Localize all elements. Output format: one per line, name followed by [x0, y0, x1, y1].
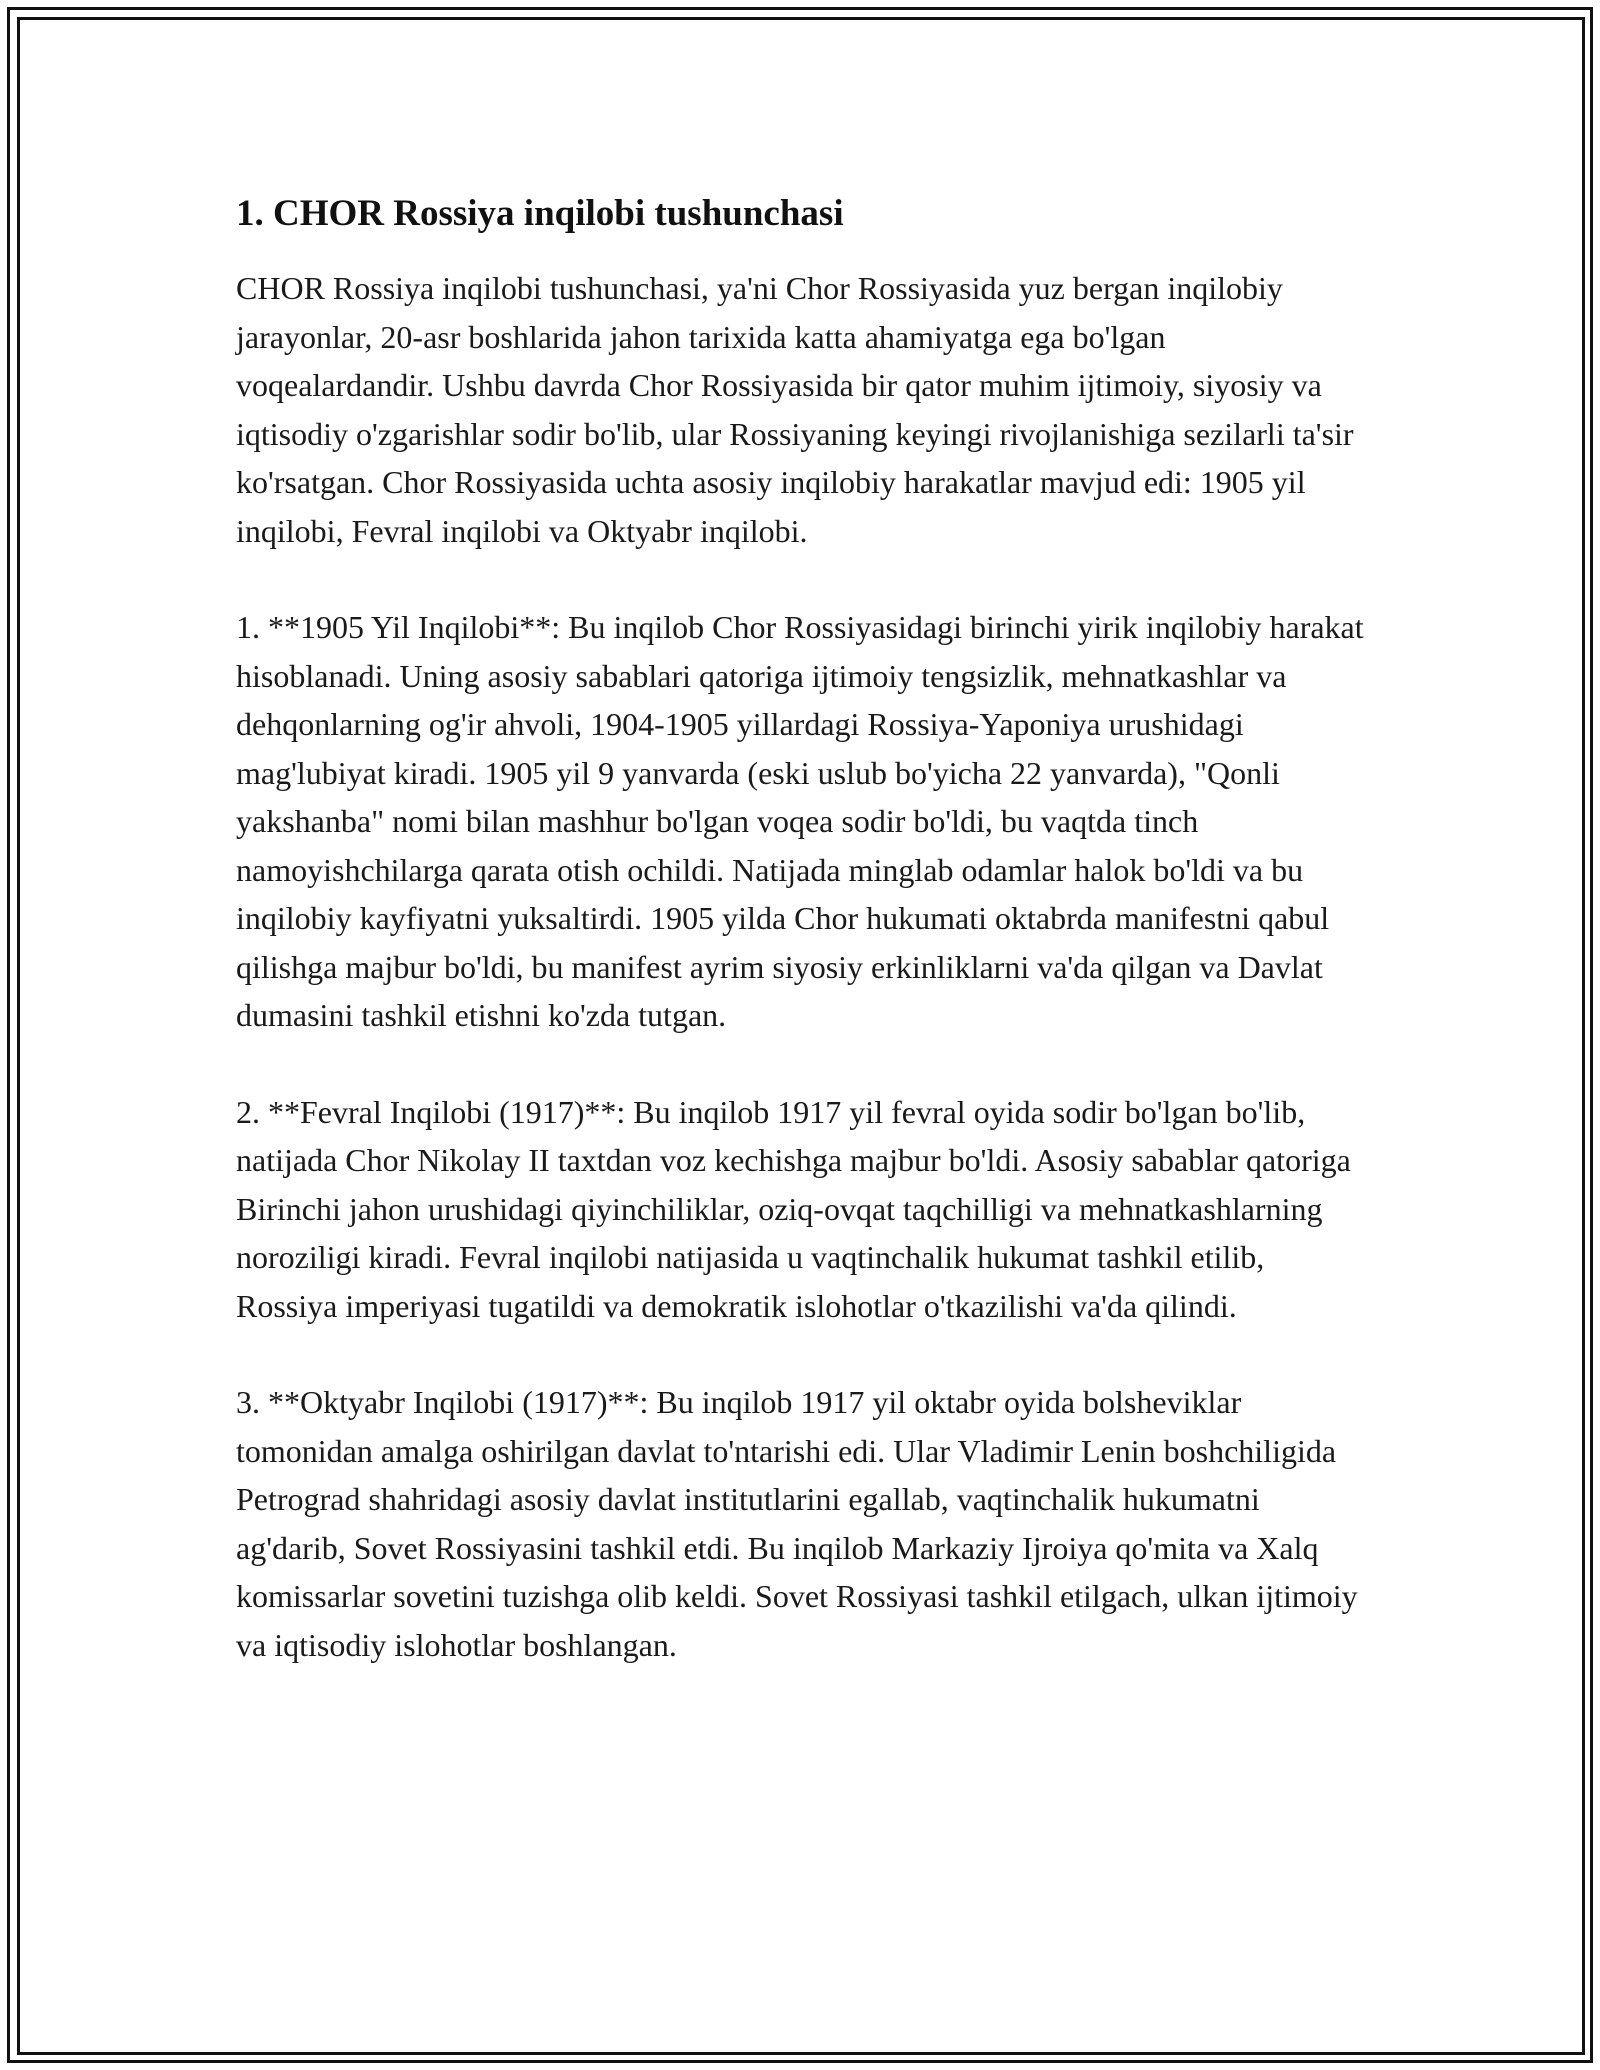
intro-paragraph: CHOR Rossiya inqilobi tushunchasi, ya'ni Chor Rossiyasida yuz bergan inqilobiy jarayonlar, 20-asr boshlarida jahon tarixida katta ahamiyatga ega bo'lgan voqealardandir. Ushbu davrda Chor Rossiyasida bir qator muhim ijtimoiy, siyosiy va iqtisodiy o'zgarishlar sodir bo'lib, ular Rossiyaning keyingi rivojlanishiga sezilarli ta'sir ko'rsatgan. Chor Rossiyasida uchta asosiy inqilobiy harakatlar mavjud edi: 1905 yil inqilobi, Fevral inqilobi va Oktyabr inqilobi. [236, 270, 1354, 549]
paragraph-february-revolution: 2. **Fevral Inqilobi (1917)**: Bu inqilob 1917 yil fevral oyida sodir bo'lgan bo'lib, natijada Chor Nikolay II taxtdan voz kechishga majbur bo'ldi. Asosiy sabablar qatoriga Birinchi jahon urushidagi qiyinchiliklar, oziq-ovqat taqchilligi va mehnatkashlarning noroziligi kiradi. Fevral inqilobi natijasida u vaqtinchalik hukumat tashkil etilib, Rossiya imperiyasi tugatildi va demokratik islohotlar o'tkazilishi va'da qilindi. [236, 1093, 1351, 1324]
section-heading: 1. CHOR Rossiya inqilobi tushunchasi [236, 193, 844, 234]
document-page [236, 186, 1366, 1717]
paragraph-1905-revolution: 1. **1905 Yil Inqilobi**: Bu inqilob Chor Rossiyasidagi birinchi yirik inqilobiy harakat hisoblanadi. Uning asosiy sabablari qatoriga ijtimoiy tengsizlik, mehnatkashlar va dehqonlarning og'ir ahvoli, 1904-1905 yillardagi Rossiya-Yaponiya urushidagi mag'lubiyat kiradi. 1905 yil 9 yanvarda (eski uslub bo'yicha 22 yanvarda), "Qonli yakshanba" nomi bilan mashhur bo'lgan voqea sodir bo'ldi, bu vaqtda tinch namoyishchilarga qarata otish ochildi. Natijada minglab odamlar halok bo'ldi va bu inqilobiy kayfiyatni yuksaltirdi. 1905 yilda Chor hukumati oktabrda manifestni qabul qilishga majbur bo'ldi, bu manifest ayrim siyosiy erkinliklarni va'da qilgan va Davlat dumasini tashkil etishni ko'zda tutgan. [236, 609, 1364, 1033]
paragraph-october-revolution: 3. **Oktyabr Inqilobi (1917)**: Bu inqilob 1917 yil oktabr oyida bolsheviklar tomonidan amalga oshirilgan davlat to'ntarishi edi. Ular Vladimir Lenin boshchiligida Petrograd shahridagi asosiy davlat institutlarini egallab, vaqtinchalik hukumatni ag'darib, Sovet Rossiyasini tashkil etdi. Bu inqilob Markaziy Ijroiya qo'mita va Xalq komissarlar sovetini tuzishga olib keldi. Sovet Rossiyasi tashkil etilgach, ulkan ijtimoiy va iqtisodiy islohotlar boshlangan. [236, 1384, 1358, 1663]
